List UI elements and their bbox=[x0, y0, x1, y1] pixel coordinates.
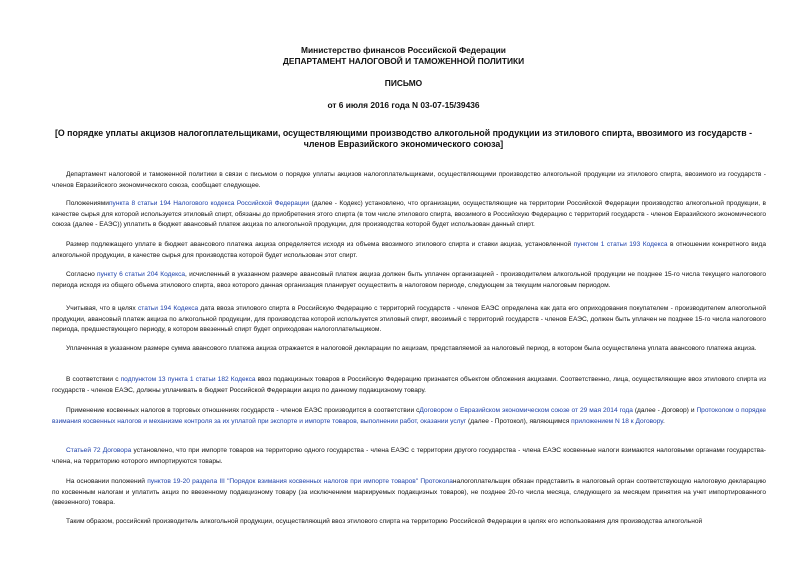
paragraph-11: Таким образом, российский производитель алкогольной продукции, осуществляющий ввоз этилового спирта на территорию Российской Федерации в целях его использования для производства алкогольной bbox=[66, 518, 703, 525]
paragraph-2: Положениямипункта 8 статьи 194 Налогового кодекса Российской Федерации (далее - Кодекс) установлено, что организации, осуществляющие на территории Российской Федерации производство алкогольной продукции, в качестве сырья для которой используется этиловый спирт, обязаны до приобретения этого спирта (в том числе этилового спирта, ввозимого в Российскую Федерацию с территорий государств - членов Евразийского экономического союза (далее - ЕАЭС)) уплатить в бюджет авансовый платеж акциза по алкогольной продукции, для производства которой будет использован данный спирт. bbox=[52, 200, 766, 228]
paragraph-6: Уплаченная в указанном размере сумма авансового платежа акциза отражается в налоговой декларации по акцизам, представляемой за налоговый период, в котором была осуществлена уплата авансового платежа акциза. bbox=[66, 345, 757, 352]
paragraph-3: Размер подлежащего уплате в бюджет авансового платежа акциза определяется исходя из объема ввозимого этилового спирта и ставки акциза, установленной пунктом 1 статьи 193 Кодекса в отношении конкретного вида алкогольной продукции, в качестве сырья для производства которой будет использован этот спирт. bbox=[52, 241, 766, 259]
paragraph-1: Департамент налоговой и таможенной политики в связи с письмом о порядке уплаты акцизов налогоплательщиками, осуществляющими производство алкогольной продукции из этилового спирта, ввозимого из государств - членов Евразийского экономического союза, сообщает следующее. bbox=[52, 171, 766, 189]
link-article-194[interactable]: статьи 194 Кодекса bbox=[137, 305, 199, 312]
paragraph-4: Согласно пункту 6 статьи 204 Кодекса, исчисленный в указанном размере авансовый платеж акциза должен быть уплачен организацией - производителем алкогольной продукции не позднее 15-го числа текущего налогового периода исходя из общего объема этилового спирта, ввоз которого данная организация планирует осуществить в налоговом периоде, следующем за текущим налоговым периодом. bbox=[52, 271, 766, 289]
paragraph-10: На основании положений пунктов 19-20 раздела III "Порядок взимания косвенных налогов при импорте товаров" Протоколаналогоплательщик обязан представить в налоговый орган соответствующую налоговую декларацию по косвенным налогам и уплатить акциз по ввезенному подакцизному товару (за исключением маркируемых подакцизных товаров), не позднее 20-го числа месяца, следующего за месяцем принятия на учет импортированного (ввезенного) товара. bbox=[52, 478, 767, 506]
paragraph-9: Статьей 72 Договора установлено, что при импорте товаров на территорию одного государства - члена ЕАЭС с территории другого государства - члена ЕАЭС косвенные налоги взимаются налоговыми органами государства-члена, на территорию которого импортируются товары. bbox=[52, 447, 766, 465]
link-protocol-items-19-20[interactable]: пунктов 19-20 раздела III "Порядок взимания косвенных налогов при импорте товаров" Протокола bbox=[147, 478, 453, 485]
document-type: ПИСЬМО bbox=[384, 78, 423, 88]
link-article-182[interactable]: подпунктом 13 пункта 1 статьи 182 Кодекса bbox=[120, 376, 256, 383]
link-eaeu-treaty[interactable]: Договором о Евразийском экономическом союзе от 29 мая 2014 года bbox=[419, 407, 633, 414]
link-article-194-p8[interactable]: пункта 8 статьи 194 Налогового кодекса Российской Федерации bbox=[108, 200, 310, 207]
document-date-number: от 6 июля 2016 года N 03-07-15/39436 bbox=[327, 100, 480, 110]
ministry-name: Министерство финансов Российской Федерации bbox=[301, 45, 506, 55]
document-title: [О порядке уплаты акцизов налогоплательщиками, осуществляющими производство алкогольной продукции из этилового спирта, ввозимого из государств - членов Евразийского экономического союза] bbox=[54, 128, 753, 149]
link-protocol[interactable]: Протоколом о порядке взимания косвенных налогов и механизме контроля за их уплатой при экспорте и импорте товаров, выполнении работ, оказании услуг bbox=[52, 407, 766, 425]
department-name: ДЕПАРТАМЕНТ НАЛОГОВОЙ И ТАМОЖЕННОЙ ПОЛИТИКИ bbox=[282, 56, 525, 66]
link-article-193-p1[interactable]: пунктом 1 статьи 193 Кодекса bbox=[573, 241, 668, 248]
paragraph-7: В соответствии с подпунктом 13 пункта 1 статьи 182 Кодекса ввоз подакцизных товаров в Российскую Федерацию признается объектом обложения акцизами. Соответственно, лица, осуществляющие ввоз этилового спирта из государств - членов ЕАЭС, должны уплачивать в бюджет Российской Федерации акциз по данному подакцизному товару. bbox=[52, 376, 766, 394]
paragraph-8: Применение косвенных налогов в торговых отношениях государств - членов ЕАЭС производится в соответствии сДоговором о Евразийском экономическом союзе от 29 мая 2014 года (далее - Договор) и Протоколом о порядке взимания косвенных налогов и механизме контроля за их уплатой при экспорте и импорте товаров, выполнении работ, оказании услуг (далее - Протокол), являющимся приложением N 18 к Договору. bbox=[52, 407, 766, 425]
link-treaty-article-72[interactable]: Статьей 72 Договора bbox=[66, 447, 132, 454]
link-article-204-p6[interactable]: пункту 6 статьи 204 Кодекса bbox=[97, 271, 186, 278]
paragraph-5: Учитывая, что в целях статьи 194 Кодекса дата ввоза этилового спирта в Российскую Федерацию с территорий государств - членов ЕАЭС определена как дата его оприходования покупателем - производителем алкогольной продукции, авансовый платеж акциза по алкогольной продукции, для производства которой используется этиловый спирт, ввозимый с территорий государств - членов ЕАЭС, должен быть уплачен не позднее 15-го числа налогового периода, предшествующего периоду, в котором ввезенный спирт будет оприходован налогоплательщиком. bbox=[52, 305, 766, 333]
link-annex-18[interactable]: приложением N 18 к Договору bbox=[571, 417, 663, 425]
